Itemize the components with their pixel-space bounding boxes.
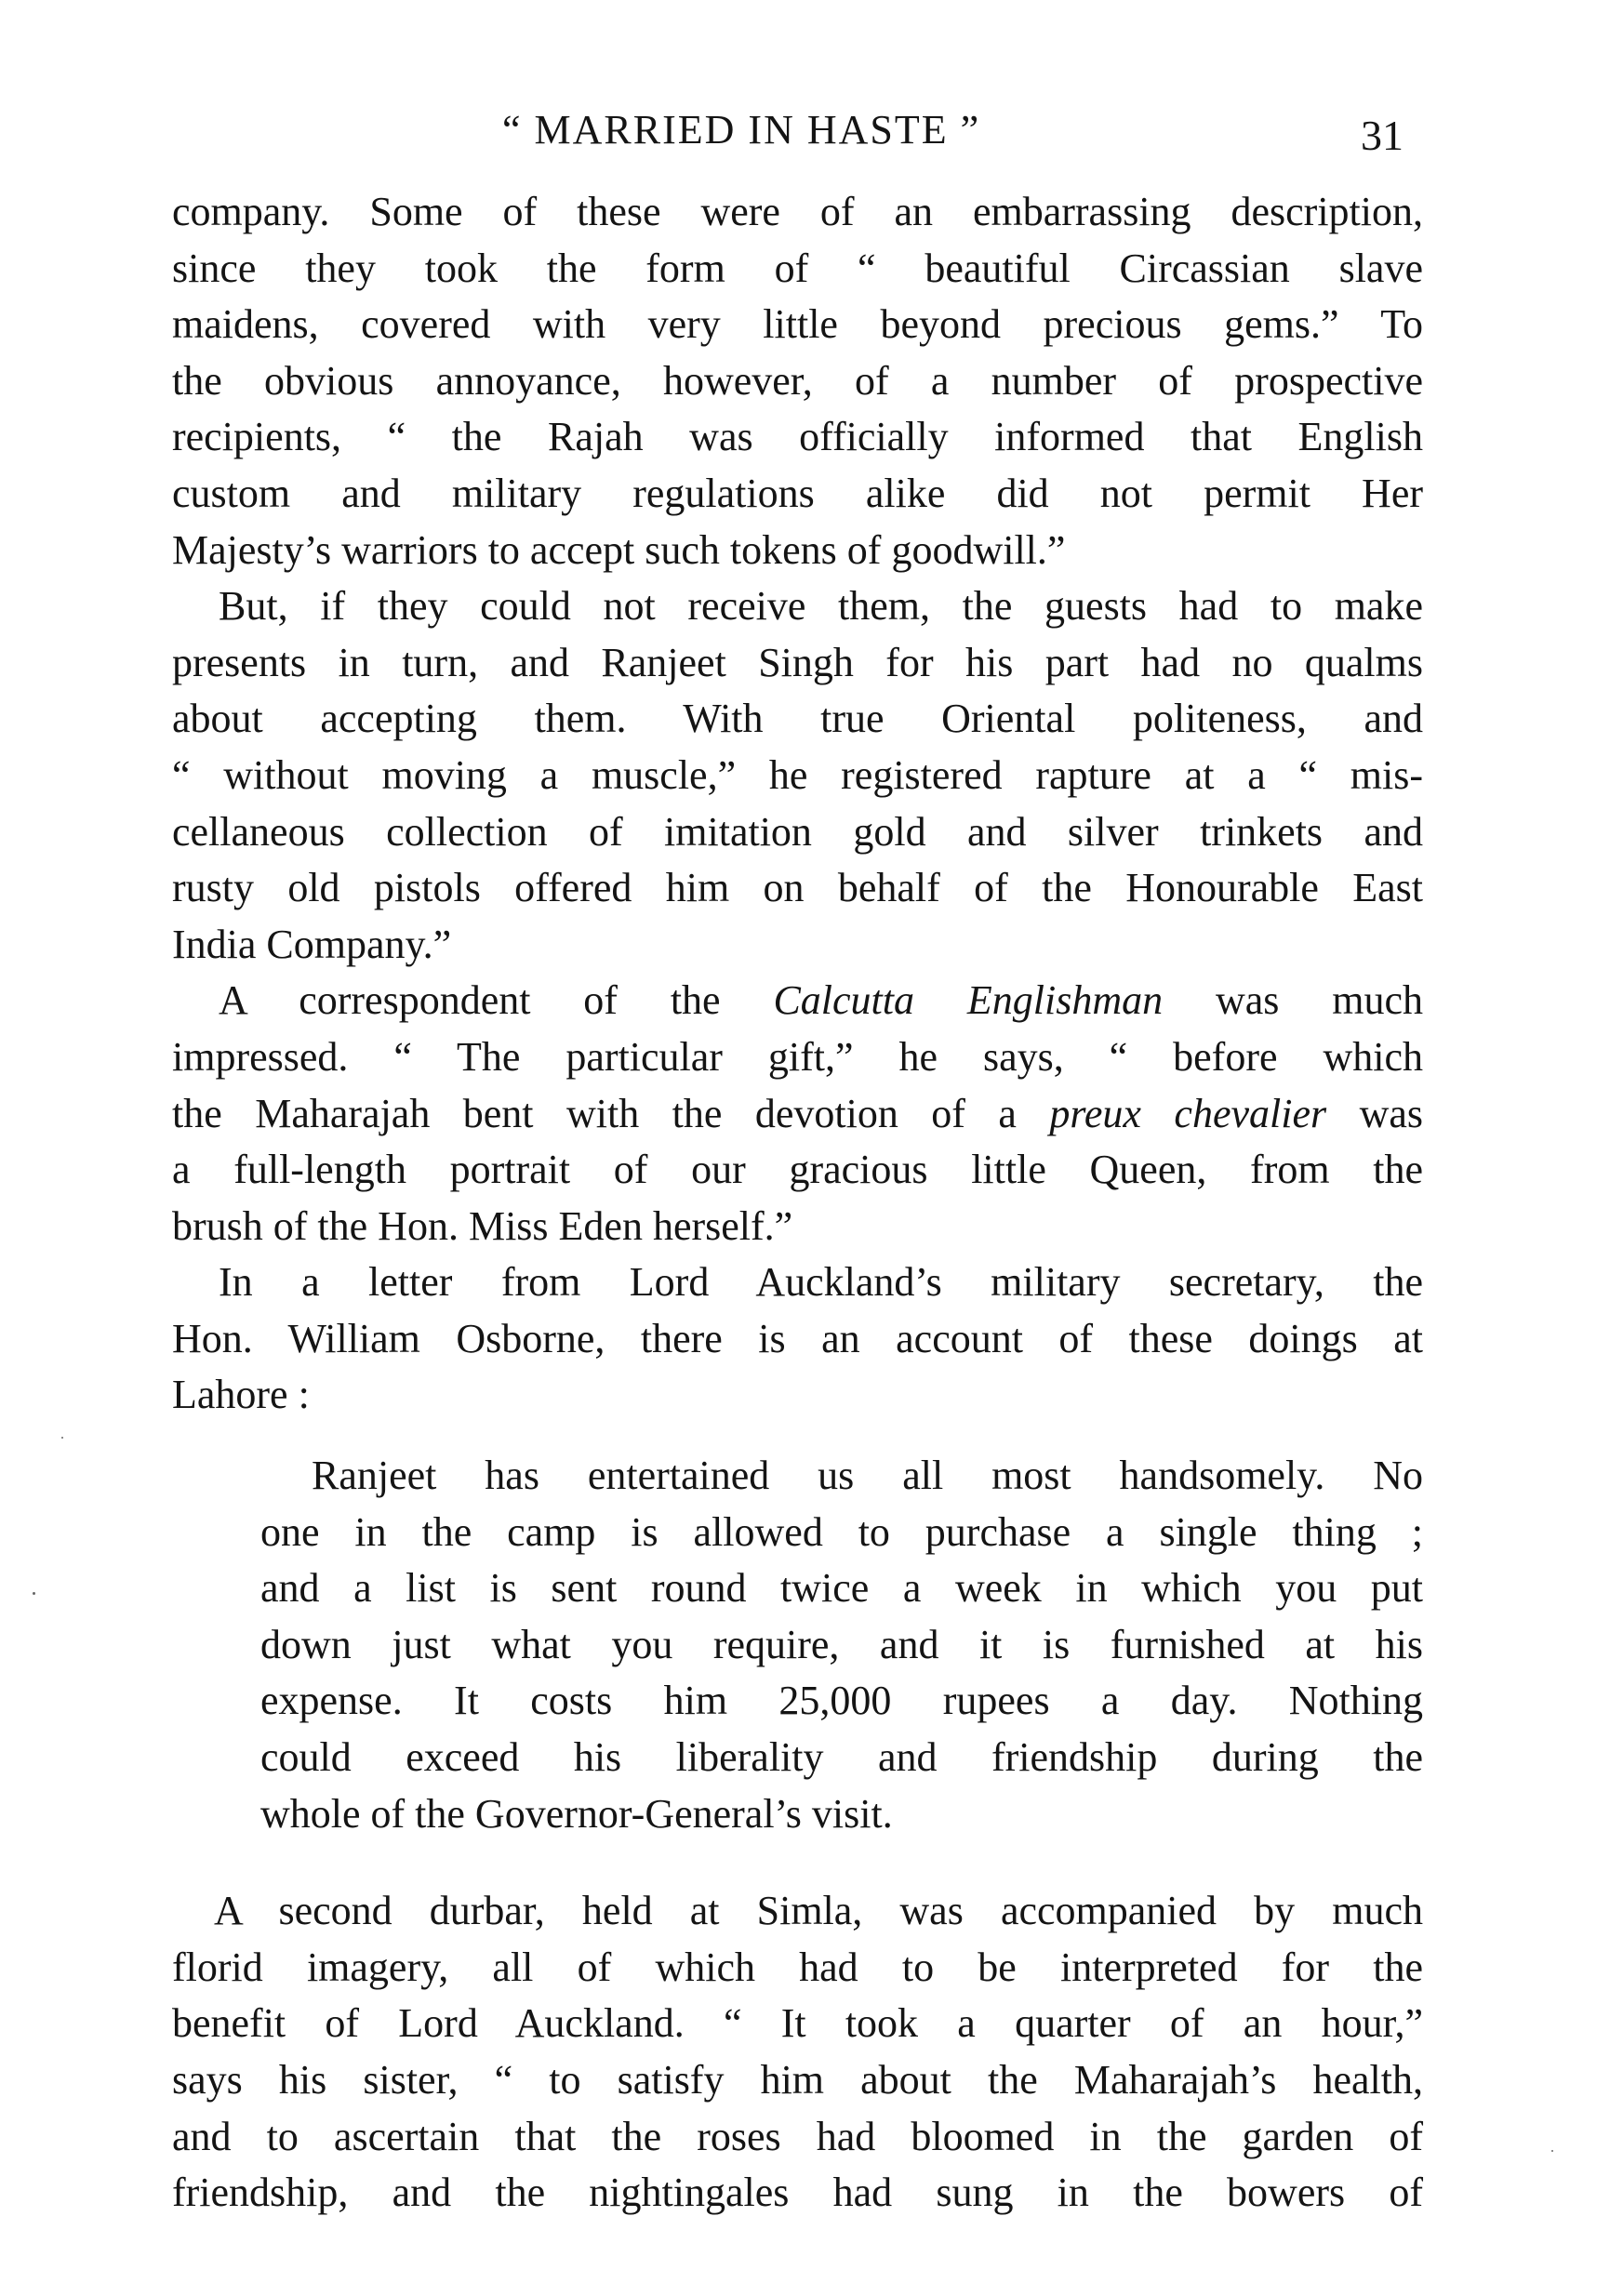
publication-title: Calcutta Englishman xyxy=(773,977,1164,1024)
text-run: was much xyxy=(1163,977,1423,1024)
text-line: could exceed his liberality and friendship during the xyxy=(260,1734,1423,1781)
paragraph-2 xyxy=(172,578,1423,973)
paragraph-5 xyxy=(172,1883,1423,2222)
text-line: maidens, covered with very little beyond precious gems.” To xyxy=(172,301,1423,348)
running-title: “ MARRIED IN HASTE ” xyxy=(502,107,981,153)
text-line: brush of the Hon. Miss Eden herself.” xyxy=(172,1202,793,1249)
text-line: “ without moving a muscle,” he registered rapture at a “ mis- xyxy=(172,751,1423,798)
page-number: 31 xyxy=(1361,112,1403,159)
text-line: Ranjeet has entertained us all most handsomely. No xyxy=(312,1453,1423,1499)
text-line xyxy=(172,1086,1423,1143)
text-line: cellaneous collection of imitation gold and silver trinkets and xyxy=(172,808,1423,855)
paragraph-4 xyxy=(172,1254,1423,1424)
text-line: Hon. William Osborne, there is an account of these doings at xyxy=(172,1315,1423,1361)
text-line: presents in turn, and Ranjeet Singh for his part had no qualms xyxy=(172,639,1423,685)
text-line: But, if they could not receive them, the guests had to make xyxy=(219,583,1423,630)
text-line xyxy=(172,973,1423,1029)
text-line: friendship, and the nightingales had sung in the bowers of xyxy=(172,2170,1423,2216)
italic-phrase: preux chevalier xyxy=(1049,1090,1327,1136)
text-line: a full-length portrait of our gracious little Queen, from the xyxy=(172,1147,1423,1193)
text-line: Lahore : xyxy=(172,1372,310,1418)
text-run: A correspondent of the xyxy=(219,977,774,1024)
scan-speck xyxy=(33,1592,35,1595)
text-line: In a letter from Lord Auckland’s military secretary, the xyxy=(219,1259,1423,1306)
text-line: A second durbar, held at Simla, was accompanied by much xyxy=(214,1888,1423,1934)
text-line: Majesty’s warriors to accept such tokens of goodwill.” xyxy=(172,526,1066,573)
text-line: about accepting them. With true Oriental politeness, and xyxy=(172,696,1423,742)
text-line: says his sister, “ to satisfy him about the Maharajah’s health, xyxy=(172,2057,1423,2103)
text-line: florid imagery, all of which had to be interpreted for the xyxy=(172,1944,1423,1990)
text-run: the Maharajah bent with the devotion of a xyxy=(172,1090,1050,1136)
text-line: recipients, “ the Rajah was officially informed that English xyxy=(172,414,1423,460)
text-line: benefit of Lord Auckland. “ It took a quarter of an hour,” xyxy=(172,2000,1423,2047)
scan-speck xyxy=(1551,2150,1553,2152)
text-line: down just what you require, and it is furnished at his xyxy=(260,1621,1423,1667)
text-line: and a list is sent round twice a week in which you put xyxy=(260,1565,1423,1612)
text-line: the obvious annoyance, however, of a number of prospective xyxy=(172,357,1423,404)
block-quote xyxy=(260,1448,1423,1842)
text-line: and to ascertain that the roses had bloomed in the garden of xyxy=(172,2113,1423,2159)
text-line: rusty old pistols offered him on behalf of the Honourable East xyxy=(172,865,1423,911)
text-line: expense. It costs him 25,000 rupees a day. Nothing xyxy=(260,1678,1423,1724)
text-line: since they took the form of “ beautiful Circassian slave xyxy=(172,245,1423,291)
text-run: was xyxy=(1326,1090,1423,1136)
paragraph-3 xyxy=(172,973,1423,1254)
text-line: custom and military regulations alike did not permit Her xyxy=(172,470,1423,516)
scan-speck xyxy=(61,1437,63,1439)
text-line: one in the camp is allowed to purchase a single thing ; xyxy=(260,1508,1423,1555)
text-line: whole of the Governor-General’s visit. xyxy=(260,1790,893,1837)
paragraph-1 xyxy=(172,184,1423,578)
body-text xyxy=(172,184,1423,2222)
text-line: India Company.” xyxy=(172,921,452,967)
text-line: company. Some of these were of an embarrassing description, xyxy=(172,189,1423,234)
text-line: impressed. “ The particular gift,” he says, “ before which xyxy=(172,1033,1423,1080)
